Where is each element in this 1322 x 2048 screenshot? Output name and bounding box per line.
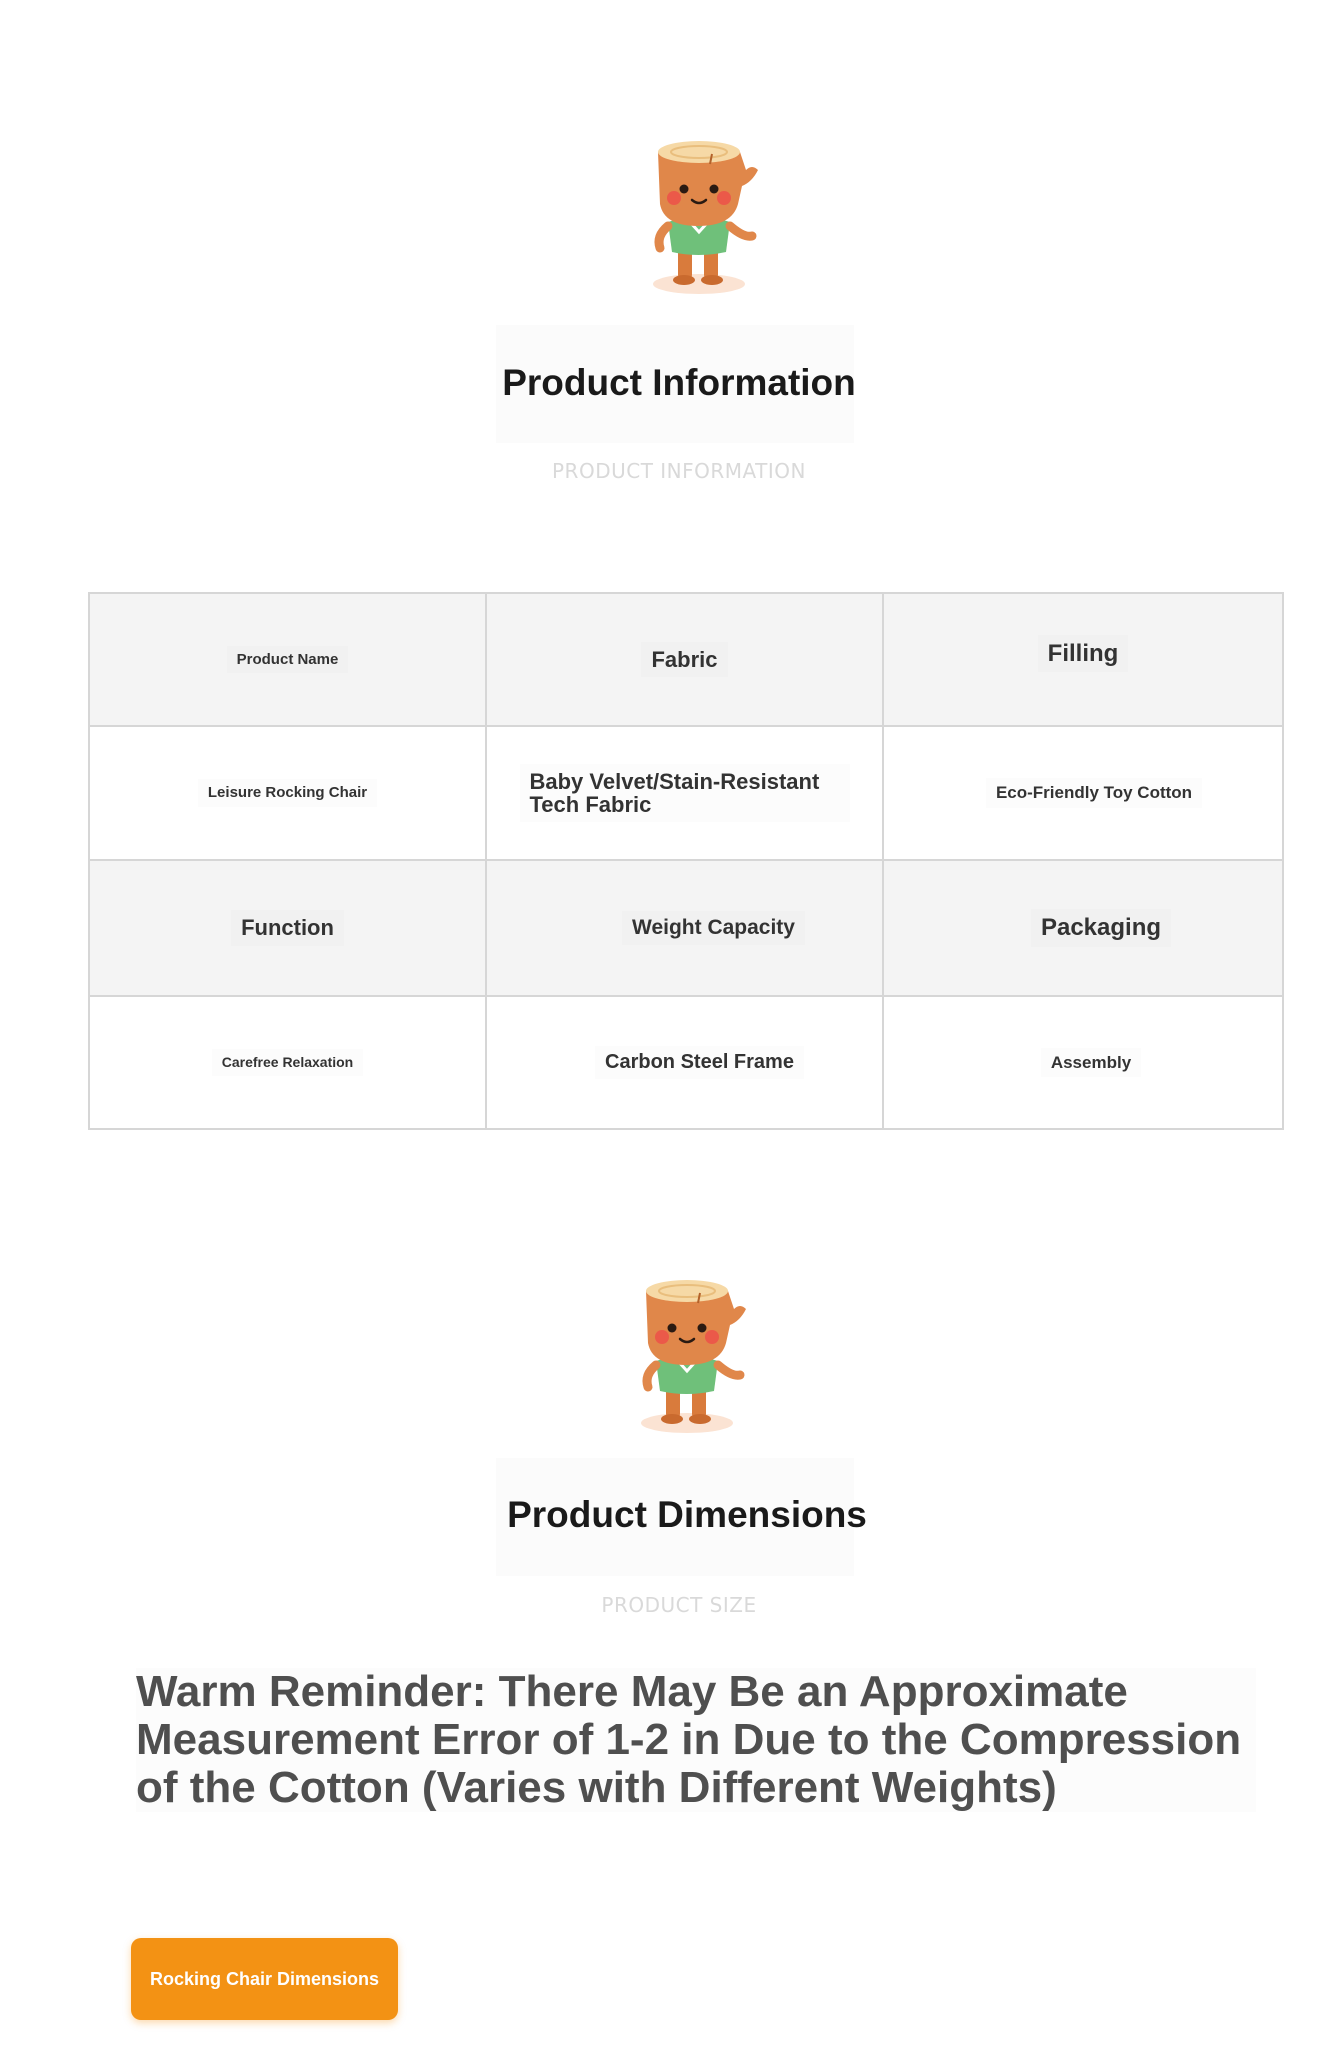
cell-text: Fabric [641, 642, 727, 677]
table-cell-header [90, 861, 487, 997]
table-cell-header [487, 594, 884, 727]
table-cell-header [487, 861, 884, 997]
cell-text: Leisure Rocking Chair [198, 779, 377, 807]
section-title-product-information: Product Information [502, 362, 856, 403]
cell-text: Assembly [1041, 1048, 1141, 1078]
table-cell-value [90, 727, 487, 861]
cell-text: Filling [1038, 635, 1129, 672]
cell-text: Weight Capacity [622, 911, 805, 945]
table-cell-value [487, 997, 884, 1128]
cell-text: Eco-Friendly Toy Cotton [986, 778, 1202, 808]
tree-stump-mascot-icon [634, 134, 764, 299]
table-cell-value [884, 727, 1282, 861]
cell-text: Packaging [1031, 909, 1171, 946]
section-title-product-dimensions: Product Dimensions [507, 1494, 867, 1535]
section-subtitle-product-information: PRODUCT INFORMATION [552, 459, 806, 483]
table-cell-header [884, 861, 1282, 997]
tree-stump-mascot-icon [622, 1273, 752, 1438]
table-cell-header [90, 594, 487, 727]
product-info-table [88, 592, 1284, 1130]
table-cell-value [487, 727, 884, 861]
table-cell-header [884, 594, 1282, 727]
rocking-chair-dimensions-button[interactable]: Rocking Chair Dimensions [131, 1938, 398, 2020]
cell-text: Function [231, 910, 344, 945]
measurement-reminder-text: Warm Reminder: There May Be an Approximate Measurement Error of 1-2 in Due to the Compression of the Cotton (Varies with Different Weights) [136, 1668, 1256, 1812]
cell-text: Baby Velvet/Stain-Resistant Tech Fabric [520, 764, 850, 822]
table-cell-value [90, 997, 487, 1128]
cell-text: Carefree Relaxation [212, 1049, 364, 1076]
cell-text: Product Name [227, 646, 349, 674]
cell-text: Carbon Steel Frame [595, 1046, 804, 1079]
table-cell-value [884, 997, 1282, 1128]
section-subtitle-product-size: PRODUCT SIZE [601, 1593, 757, 1617]
